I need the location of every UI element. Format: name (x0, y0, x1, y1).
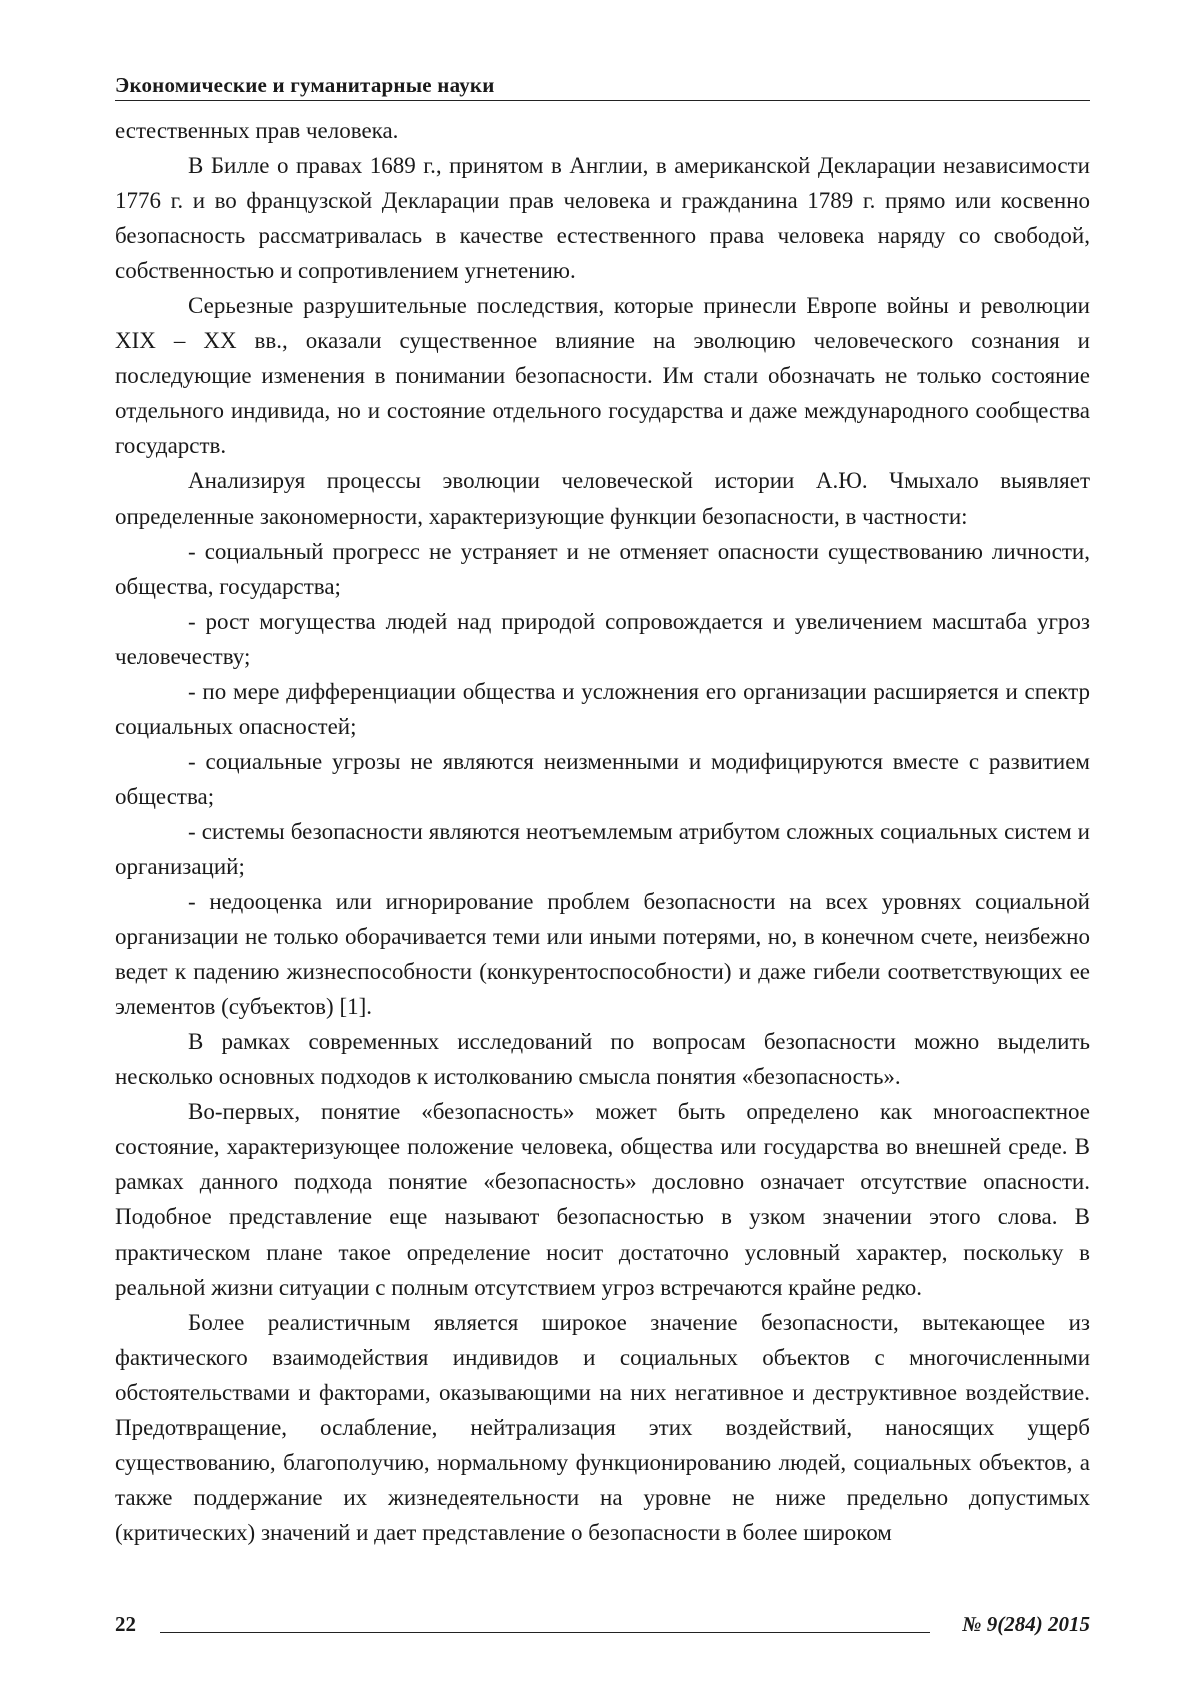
page-footer (115, 1612, 1090, 1644)
paragraph: В рамках современных исследований по вопросам безопасности можно выделить несколько основных подходов к истолкованию смысла понятия «безопасность». (115, 1024, 1090, 1094)
journal-title: Экономические и гуманитарные науки (115, 73, 495, 98)
paragraph: Более реалистичным является широкое значение безопасности, вытекающее из фактического взаимодействия индивидов и социальных объектов с многочисленными обстоятельствами и факторами, оказывающими на них негативное и деструктивное воздействие. Предотвращение, ослабление, нейтрализация этих воздействий, наносящих ущерб существованию, благополучию, нормальному функционированию людей, социальных объектов, а также поддержание их жизнедеятельности на уровне не ниже предельно допустимых (критических) значений и дает представление о безопасности в более широком (115, 1305, 1090, 1550)
list-item: - социальный прогресс не устраняет и не отменяет опасности существованию личности, общества, государства; (115, 534, 1090, 604)
page-number: 22 (115, 1612, 136, 1637)
running-header (115, 70, 1090, 101)
list-item: - системы безопасности являются неотъемлемым атрибутом сложных социальных систем и организаций; (115, 814, 1090, 884)
paragraph: Во-первых, понятие «безопасность» может быть определено как многоаспектное состояние, характеризующее положение человека, общества или государства во внешней среде. В рамках данного подхода понятие «безопасность» дословно означает отсутствие опасности. Подобное представление еще называют безопасностью в узком значении этого слова. В практическом плане такое определение носит достаточно условный характер, поскольку в реальной жизни ситуации с полным отсутствием угроз встречаются крайне редко. (115, 1094, 1090, 1304)
article-body (115, 113, 1090, 1550)
list-item: - по мере дифференциации общества и усложнения его организации расширяется и спектр социальных опасностей; (115, 674, 1090, 744)
paragraph: естественных прав человека. (115, 113, 1090, 148)
footer-divider (160, 1632, 930, 1633)
paragraph: В Билле о правах 1689 г., принятом в Англии, в американской Декларации независимости 1776 г. и во французской Декларации прав человека и гражданина 1789 г. прямо или косвенно безопасность рассматривалась в качестве естественного права человека наряду со свободой, собственностью и сопротивлением угнетению. (115, 148, 1090, 288)
list-item: - социальные угрозы не являются неизменными и модифицируются вместе с развитием общества; (115, 744, 1090, 814)
list-item: - недооценка или игнорирование проблем безопасности на всех уровнях социальной организации не только оборачивается теми или иными потерями, но, в конечном счете, неизбежно ведет к падению жизнеспособности (конкурентоспособности) и даже гибели соответствующих ее элементов (субъектов) [1]. (115, 884, 1090, 1024)
list-item: - рост могущества людей над природой сопровождается и увеличением масштаба угроз человечеству; (115, 604, 1090, 674)
paragraph: Серьезные разрушительные последствия, которые принесли Европе войны и революции XIX – XX вв., оказали существенное влияние на эволюцию человеческого сознания и последующие изменения в понимании безопасности. Им стали обозначать не только состояние отдельного индивида, но и состояние отдельного государства и даже международного сообщества государств. (115, 288, 1090, 463)
paragraph: Анализируя процессы эволюции человеческой истории А.Ю. Чмыхало выявляет определенные закономерности, характеризующие функции безопасности, в частности: (115, 463, 1090, 533)
issue-number: № 9(284) 2015 (962, 1612, 1090, 1637)
